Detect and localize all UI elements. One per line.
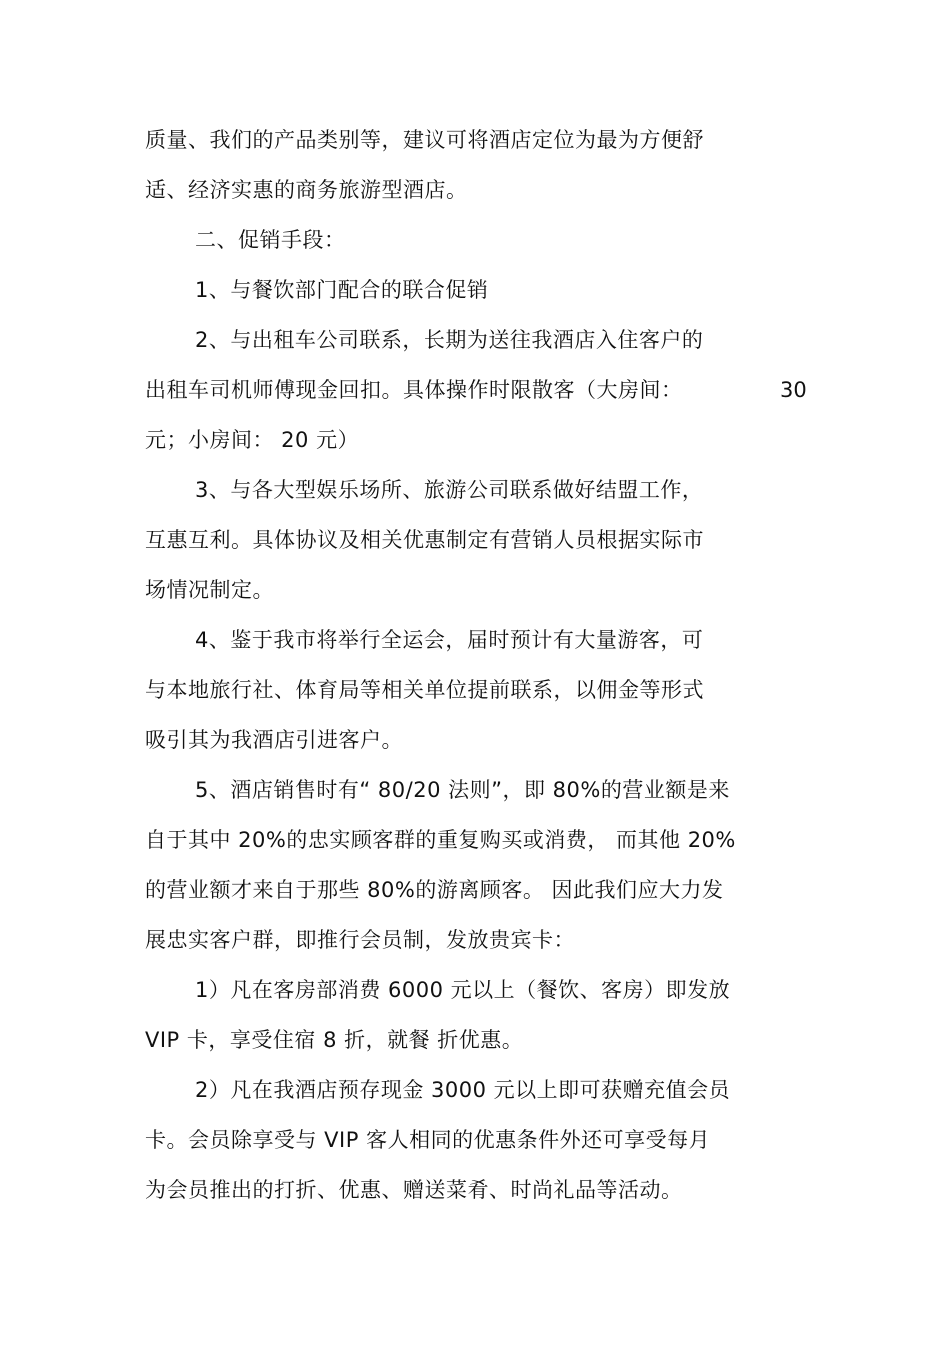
paragraph-line: 的营业额才来自于那些 80%的游离顾客。 因此我们应大力发 [145, 878, 724, 902]
paragraph-line: 1）凡在客房部消费 6000 元以上（餐饮、客房）即发放 [195, 978, 731, 1002]
paragraph-line: 出租车司机师傅现金回扣。具体操作时限散客（大房间： [145, 378, 683, 402]
paragraph-line: 适、经济实惠的商务旅游型酒店。 [145, 178, 468, 202]
section-heading: 二、促销手段： [195, 228, 346, 252]
paragraph-line: 为会员推出的打折、优惠、赠送菜肴、时尚礼品等活动。 [145, 1178, 683, 1202]
paragraph-line: VIP 卡，享受住宿 8 折，就餐 折优惠。 [145, 1028, 524, 1052]
paragraph-line: 1、与餐饮部门配合的联合促销 [195, 278, 489, 302]
paragraph-line: 场情况制定。 [145, 578, 274, 602]
paragraph-line: 质量、我们的产品类别等，建议可将酒店定位为最为方便舒 [145, 128, 704, 152]
price-number: 30 [780, 378, 807, 402]
paragraph-line: 卡。会员除享受与 VIP 客人相同的优惠条件外还可享受每月 [145, 1128, 711, 1152]
paragraph-line: 互惠互利。具体协议及相关优惠制定有营销人员根据实际市 [145, 528, 704, 552]
paragraph-line: 吸引其为我酒店引进客户。 [145, 728, 403, 752]
paragraph-line: 2、与出租车公司联系，长期为送往我酒店入住客户的 [195, 328, 704, 352]
paragraph-line: 与本地旅行社、体育局等相关单位提前联系，以佣金等形式 [145, 678, 704, 702]
paragraph-line: 元；小房间： 20 元） [145, 428, 360, 452]
paragraph-line: 4、鉴于我市将举行全运会，届时预计有大量游客，可 [195, 628, 704, 652]
paragraph-line: 展忠实客户群，即推行会员制，发放贵宾卡： [145, 928, 575, 952]
paragraph-line: 2）凡在我酒店预存现金 3000 元以上即可获赠充值会员 [195, 1078, 731, 1102]
paragraph-line: 3、与各大型娱乐场所、旅游公司联系做好结盟工作， [195, 478, 704, 502]
paragraph-line: 自于其中 20%的忠实顾客群的重复购买或消费， 而其他 20% [145, 828, 736, 852]
paragraph-line: 5、酒店销售时有“ 80/20 法则”，即 80%的营业额是来 [195, 778, 730, 802]
